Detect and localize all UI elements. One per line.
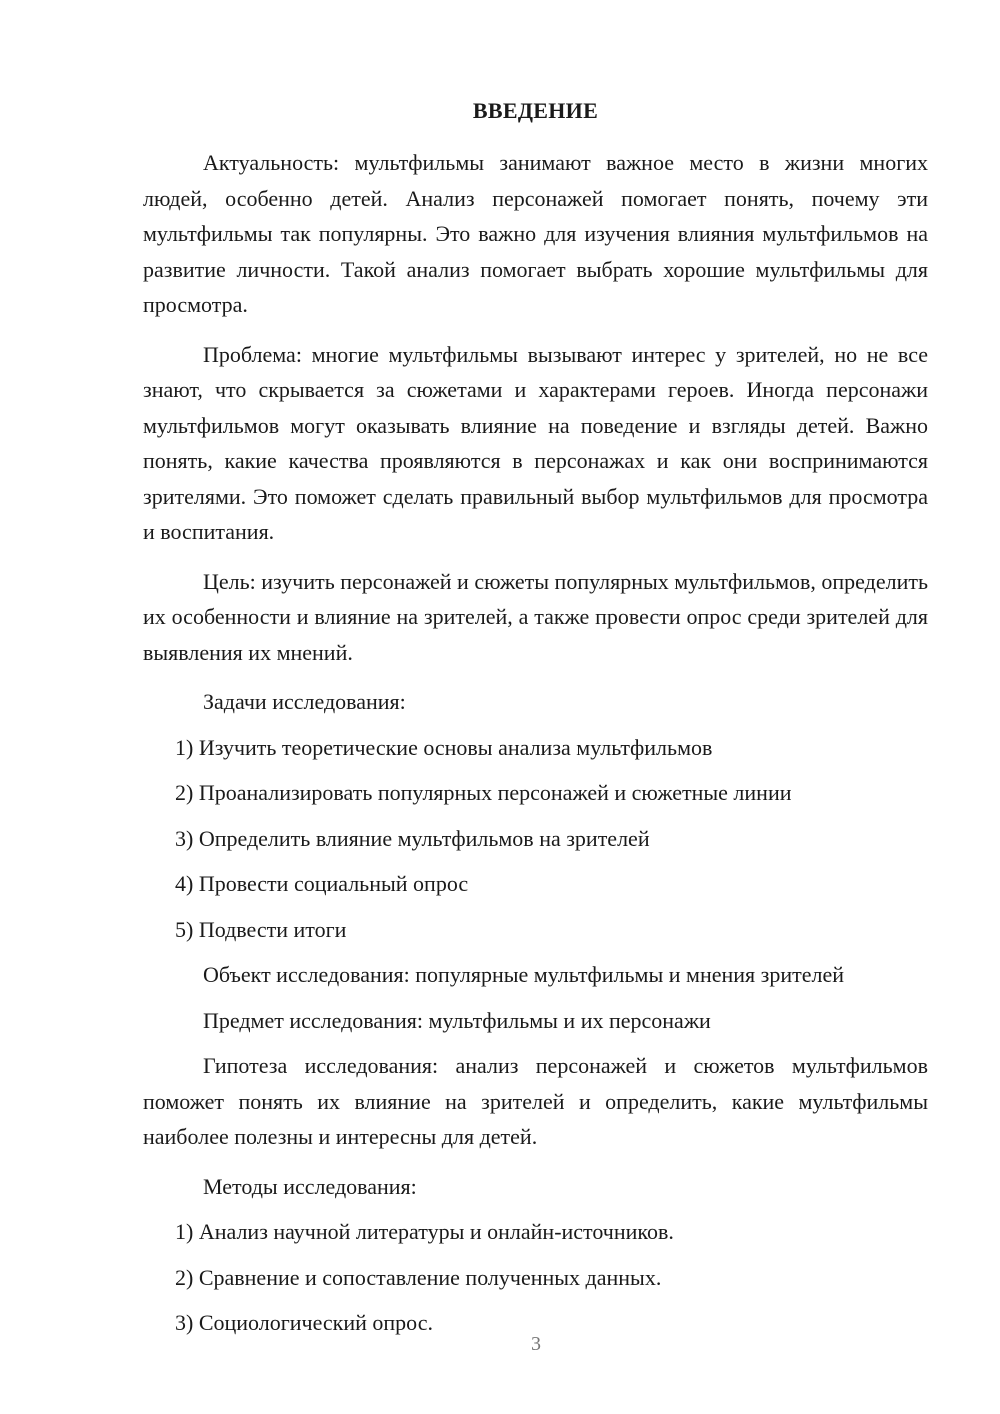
paragraph-hypothesis: Гипотеза исследования: анализ персонажей и сюжетов мультфильмов поможет понять их влияние на зрителей и определить, какие мультфильмы наиболее полезны и интересны для детей. [143,1053,928,1149]
list-item: 1) Анализ научной литературы и онлайн-источников. [175,1219,674,1244]
tasks-title: Задачи исследования: [203,689,406,714]
research-subject: Предмет исследования: мультфильмы и их персонажи [203,1007,711,1033]
list-item: 2) Сравнение и сопоставление полученных данных. [175,1264,662,1290]
list-item: 5) Подвести итоги [175,916,347,942]
list-item: 4) Провести социальный опрос [175,871,469,896]
page-title: ВВЕДЕНИЕ [472,98,599,123]
research-object: Объект исследования: популярные мультфильмы и мнения зрителей [203,962,845,987]
list-item: 1) Изучить теоретические основы анализа мультфильмов [175,734,713,760]
list-item: 3) Социологический опрос. [175,1310,433,1335]
document-page [143,96,928,1351]
paragraph-relevance: Актуальность: мультфильмы занимают важное место в жизни многих людей, особенно детей. Анализ персонажей помогает понять, почему эти мультфильмы так популярны. Это важно для изучения влияния мультфильмов на развитие личности. Такой анализ помогает выбрать хорошие мультфильмы для просмотра. [143,150,928,317]
paragraph-problem: Проблема: многие мультфильмы вызывают интерес у зрителей, но не все знают, что скрывается за сюжетами и характерами героев. Иногда персонажи мультфильмов могут оказывать влияние на поведение и взгляды детей. Важно понять, какие качества проявляются в персонажах и как они воспринимаются зрителями. Это поможет сделать правильный выбор мультфильмов для просмотра и воспитания. [143,341,928,544]
list-item: 2) Проанализировать популярных персонажей и сюжетные линии [175,780,792,805]
list-item: 3) Определить влияние мультфильмов на зрителей [175,825,650,851]
paragraph-goal: Цель: изучить персонажей и сюжеты популярных мультфильмов, определить их особенности и влияние на зрителей, а также провести опрос среди зрителей для выявления их мнений. [143,568,928,665]
page-number: 3 [531,1333,541,1355]
methods-title: Методы исследования: [203,1173,417,1199]
